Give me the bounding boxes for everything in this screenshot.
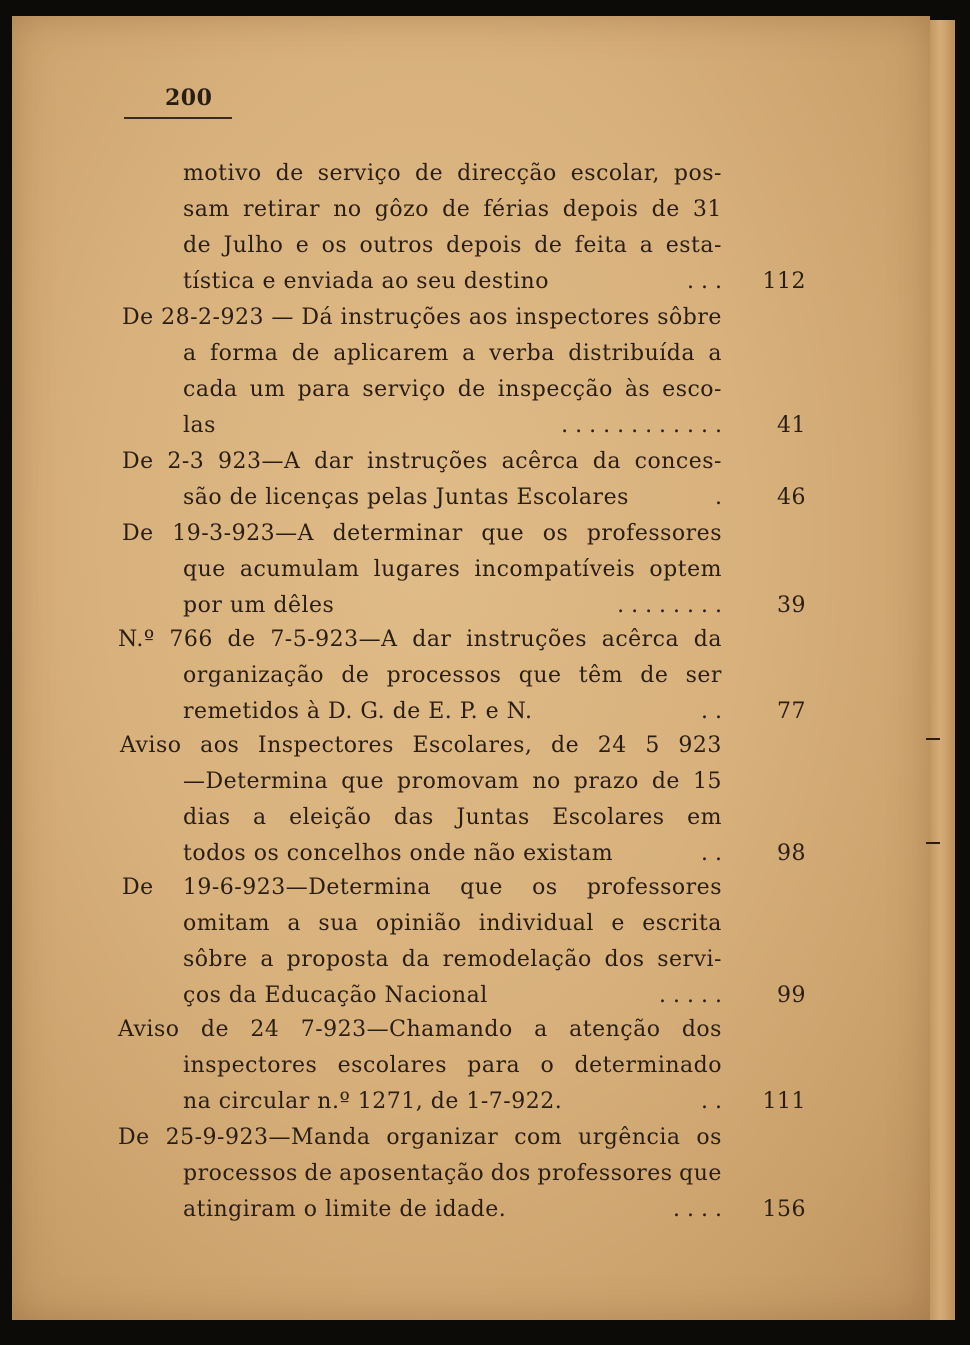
entry-line: Aviso aos Inspectores Escolares, de 24 5 923: [120, 733, 722, 758]
entry-line: ços da Educação Nacional: [183, 983, 488, 1008]
entry-line: omitam a sua opinião individual e escrita: [183, 911, 722, 936]
entry-line: De 19-3-923—A determinar que os professores: [122, 521, 722, 546]
binding-edge: [955, 20, 970, 1330]
page-reference: 41: [777, 413, 806, 438]
dot-leaders: . . . . . . . .: [617, 593, 722, 618]
entry-line: remetidos à D. G. de E. P. e N.: [183, 699, 533, 724]
dot-leaders: .: [715, 485, 722, 510]
entry-line: motivo de serviço de direcção escolar, pos-: [183, 161, 722, 186]
entry-line: tística e enviada ao seu destino: [183, 269, 549, 294]
entry-line: De 2-3 923—A dar instruções acêrca da conces-: [122, 449, 722, 474]
entry-line: las: [183, 413, 216, 438]
margin-mark: [926, 738, 940, 740]
page-reference: 156: [762, 1197, 806, 1222]
dot-leaders: . .: [701, 699, 722, 724]
entry-line: cada um para serviço de inspecção às esco-: [183, 377, 722, 402]
dot-leaders: . . .: [687, 269, 722, 294]
page-number-underline: [124, 117, 232, 119]
entry-line: por um dêles: [183, 593, 335, 618]
entry-line: N.º 766 de 7-5-923—A dar instruções acêrca da: [118, 627, 722, 652]
entry-line: de Julho e os outros depois de feita a esta-: [183, 233, 722, 258]
entry-line: De 25-9-923—Manda organizar com urgência os: [118, 1125, 722, 1150]
entry-line: processos de aposentação dos professores que: [183, 1161, 722, 1186]
page-reference: 46: [777, 485, 806, 510]
page-number: 200: [165, 85, 213, 111]
page-reference: 111: [762, 1089, 806, 1114]
entry-line: organização de processos que têm de ser: [183, 663, 722, 688]
entry-line: a forma de aplicarem a verba distribuída a: [183, 341, 722, 366]
entry-line: Aviso de 24 7-923—Chamando a atenção dos: [118, 1017, 722, 1042]
entry-line: De 28-2-923 — Dá instruções aos inspectores sôbre: [122, 305, 722, 330]
page-reference: 39: [777, 593, 806, 618]
dot-leaders: . . . . . . . . . . . .: [561, 413, 722, 438]
entry-line: atingiram o limite de idade.: [183, 1197, 507, 1222]
entry-line: sôbre a proposta da remodelação dos servi-: [183, 947, 722, 972]
dot-leaders: . . . .: [673, 1197, 722, 1222]
entry-line: são de licenças pelas Juntas Escolares: [183, 485, 629, 510]
page-reference: 98: [777, 841, 806, 866]
entry-line: todos os concelhos onde não existam: [183, 841, 614, 866]
entry-line: dias a eleição das Juntas Escolares em: [183, 805, 722, 830]
entry-line: De 19-6-923—Determina que os professores: [122, 875, 722, 900]
page-reference: 99: [777, 983, 806, 1008]
page-reference: 112: [762, 269, 806, 294]
entry-line: inspectores escolares para o determinado: [183, 1053, 722, 1078]
page-binding: [930, 20, 956, 1320]
dot-leaders: . .: [701, 1089, 722, 1114]
entry-line: sam retirar no gôzo de férias depois de 31: [183, 197, 722, 222]
dot-leaders: . . . . .: [659, 983, 722, 1008]
entry-line: na circular n.º 1271, de 1-7-922.: [183, 1089, 563, 1114]
entry-line: —Determina que promovam no prazo de 15: [183, 769, 722, 794]
entry-line: que acumulam lugares incompatíveis optem: [183, 557, 722, 582]
dot-leaders: . .: [701, 841, 722, 866]
margin-mark: [926, 842, 940, 844]
page-reference: 77: [777, 699, 806, 724]
